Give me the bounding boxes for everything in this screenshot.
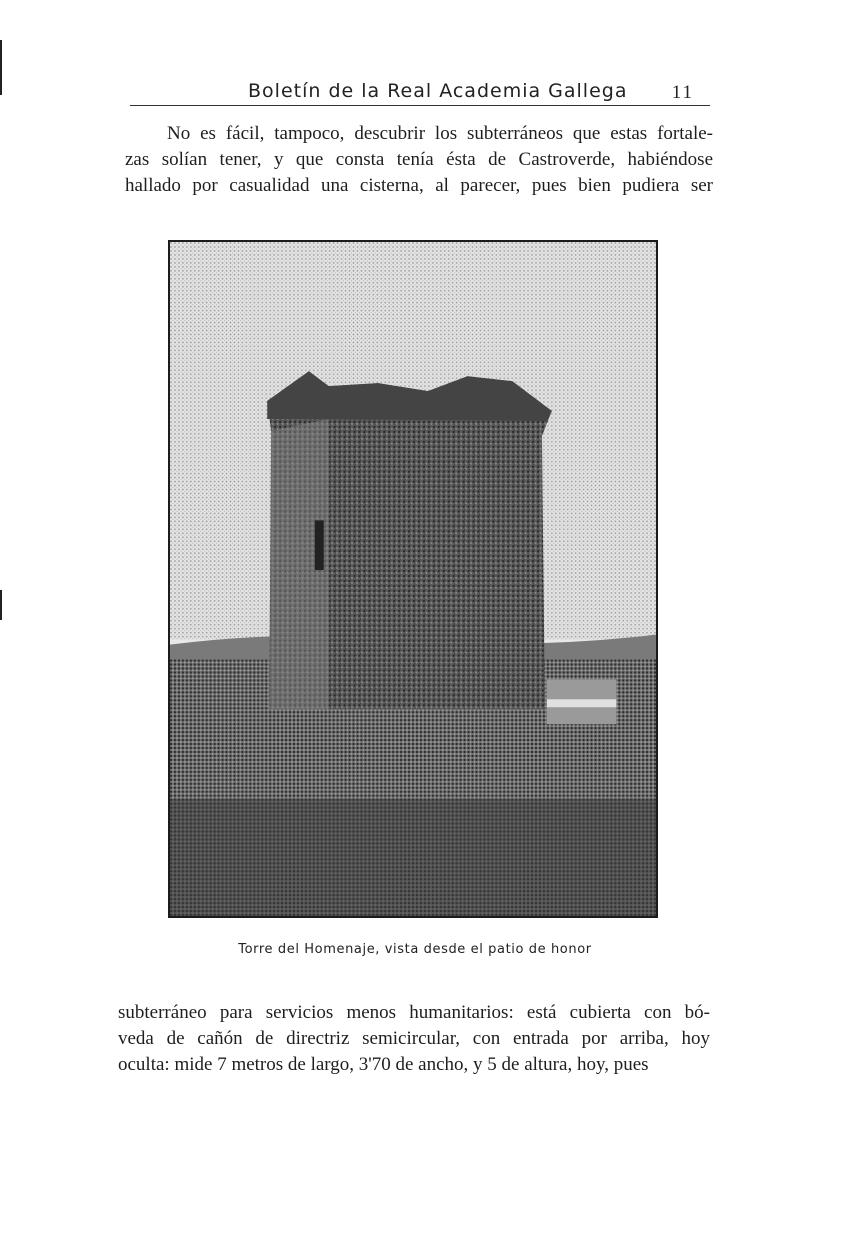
scan-edge-mark: [0, 40, 2, 95]
figure-caption: Torre del Homenaje, vista desde el patio de honor: [238, 942, 592, 957]
text-line: No es fácil, tampoco, descubrir los subterráneos que estas fortale-: [167, 123, 713, 144]
text-line: subterráneo para servicios menos humanitarios: está cubierta con bó-: [118, 1002, 710, 1023]
tower-photograph: [170, 242, 656, 916]
photo-plate-tower: [168, 240, 658, 918]
page-number: 11: [671, 82, 694, 103]
scan-edge-mark: [0, 590, 2, 620]
text-line: veda de cañón de directriz semicircular, con entrada por arriba, hoy: [118, 1028, 710, 1049]
header-rule: [130, 105, 710, 106]
text-line: zas solían tener, y que consta tenía ésta de Castroverde, habiéndose: [125, 149, 713, 170]
text-line: oculta: mide 7 metros de largo, 3'70 de ancho, y 5 de altura, hoy, pues: [118, 1054, 649, 1075]
paragraph-after-figure: [118, 1000, 710, 1078]
text-line: hallado por casualidad una cisterna, al parecer, pues bien pudiera ser: [125, 175, 713, 196]
running-title: Boletín de la Real Academia Gallega: [248, 80, 628, 102]
paragraph-before-figure: [125, 121, 713, 199]
running-head: [130, 76, 710, 106]
